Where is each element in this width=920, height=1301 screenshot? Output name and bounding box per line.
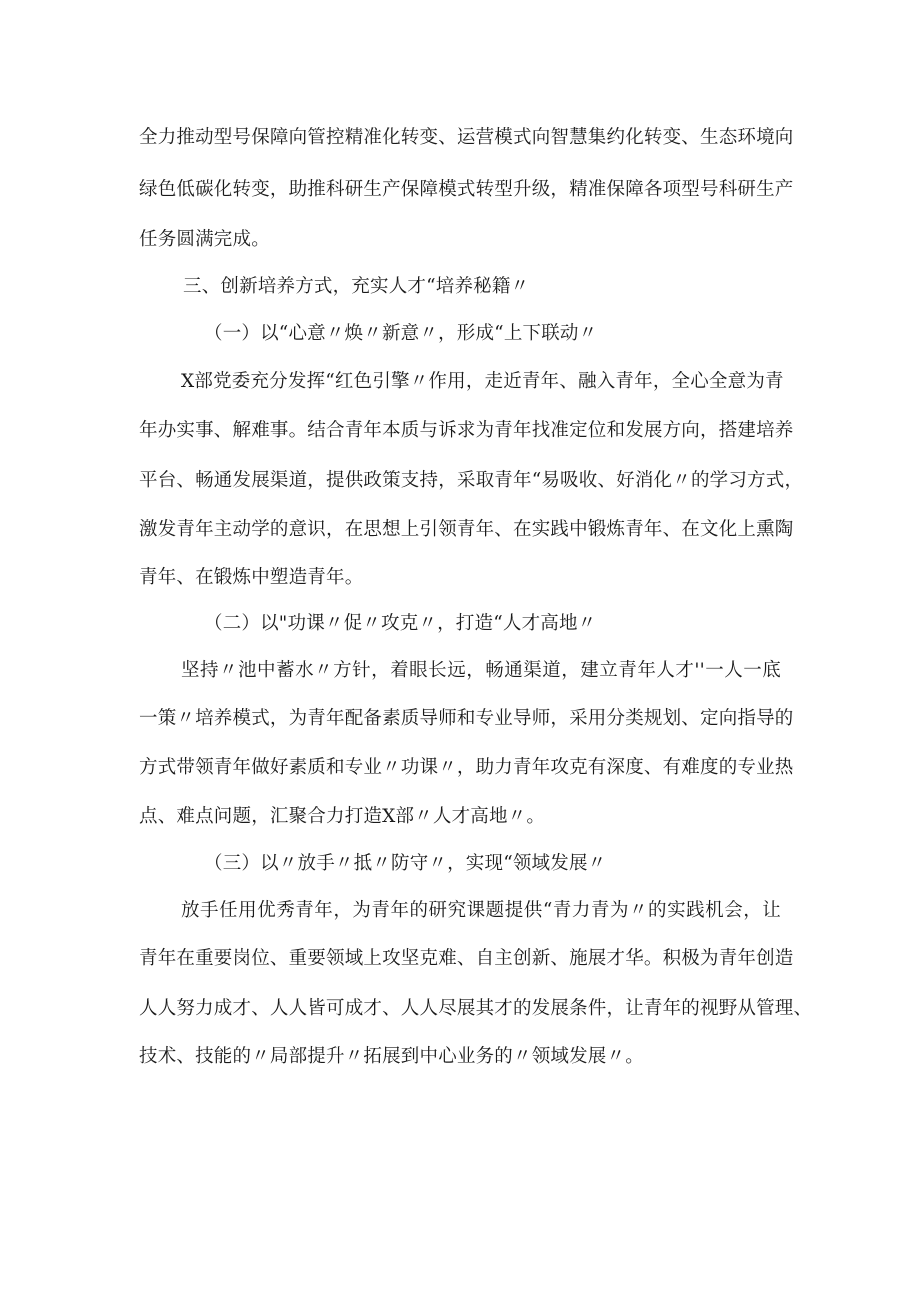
section-heading: 三、创新培养方式，充实人才“培养秘籍〃: [183, 276, 530, 297]
paragraph-line: 技术、技能的〃局部提升〃拓展到中心业务的〃领域发展〃。: [139, 1046, 644, 1067]
paragraph-line: 方式带领青年做好素质和专业〃功课〃，助力青年攻克有深度、有难度的专业热: [139, 757, 794, 778]
subsection-heading: （二）以"功课〃促〃攻克〃，打造“人才高地〃: [204, 613, 597, 634]
paragraph-line: 一策〃培养模式，为青年配备素质导师和专业导师，采用分类规划、定向指导的: [139, 708, 794, 729]
paragraph-line: 全力推动型号保障向管控精准化转变、运营模式向智慧集约化转变、生态环境向: [139, 127, 794, 148]
subsection-heading: （三）以〃放手〃抵〃防守〃，实现“领域发展〃: [204, 853, 607, 874]
paragraph-line: 放手任用优秀青年，为青年的研究课题提供“青力青为〃的实践机会，让: [181, 900, 781, 921]
paragraph-line: 平台、畅通发展渠道，提供政策支持，采取青年“易吸收、好消化〃的学习方式，: [139, 470, 804, 491]
subsection-heading: （一）以“心意〃焕〃新意〃，形成“上下联动〃: [204, 323, 598, 344]
paragraph-line: 青年、在锻炼中塑造青年。: [139, 567, 364, 588]
paragraph-line: 点、难点问题，汇聚合力打造X部〃人才高地〃。: [139, 806, 546, 827]
paragraph-line: 激发青年主动学的意识，在思想上引领青年、在实践中锻炼青年、在文化上熏陶: [139, 519, 794, 540]
paragraph-line: 年办实事、解难事。结合青年本质与诉求为青年找准定位和发展方向，搭建培养: [139, 420, 794, 441]
paragraph-line: 青年在重要岗位、重要领域上攻坚克难、自主创新、施展才华。积极为青年创造: [139, 948, 794, 969]
paragraph-line: 绿色低碳化转变，助推科研生产保障模式转型升级，精准保障各项型号科研生产: [139, 179, 794, 200]
paragraph-line: 人人努力成才、人人皆可成才、人人尽展其才的发展条件，让青年的视野从管理、: [139, 998, 813, 1019]
paragraph-line: 坚持〃池中蓄水〃方针，着眼长远，畅通渠道，建立青年人才''一人一底: [181, 660, 781, 681]
paragraph-line: 任务圆满完成。: [139, 229, 270, 250]
paragraph-line: X部党委充分发挥“红色引擎〃作用，走近青年、融入青年，全心全意为青: [181, 371, 784, 392]
